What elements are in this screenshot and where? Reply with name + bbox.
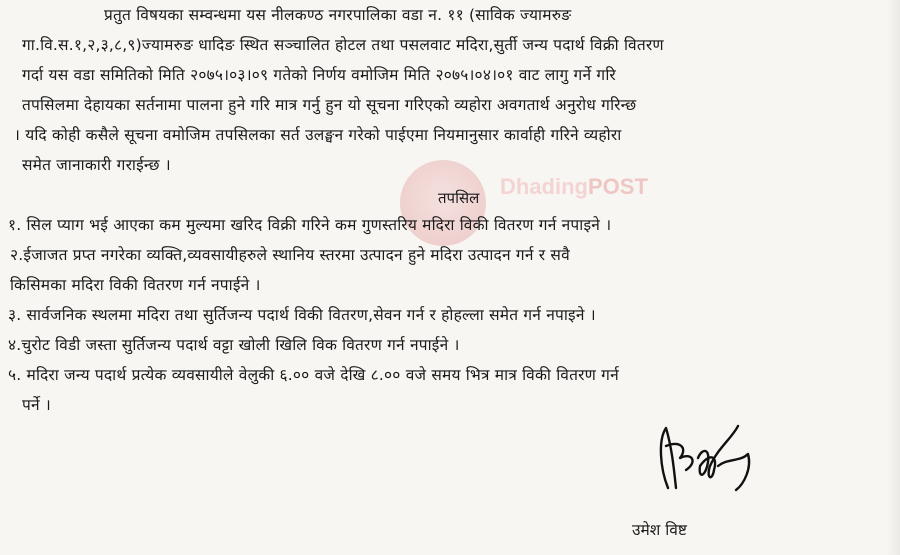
section-heading: तपसिल xyxy=(438,189,480,207)
item-line-3: किसिमका मदिरा विकी वितरण गर्न नपाईने । xyxy=(10,276,261,294)
signature-icon xyxy=(648,418,768,498)
intro-line-6: समेत जानाकारी गराईन्छ । xyxy=(22,156,171,174)
intro-line-2: गा.वि.स.१,२,३,८,९)ज्यामरुङ धादिङ स्थित सञ्चालित होटल तथा पसलवाट मदिरा,सुर्ती जन्य पदार्थ विक्री वितरण xyxy=(22,36,664,54)
item-line-2: २.ईजाजत प्रप्त नगरेका व्यक्ति,व्यवसायीहरुले स्थानिय स्तरमा उत्पादन हुने मदिरा उत्पादन गर्न र सवै xyxy=(10,246,570,264)
intro-line-5: । यदि कोही कसैले सूचना वमोजिम तपसिलका सर्त उलङ्घन गरेको पाईएमा नियमानुसार कार्वाही गरिने व्यहोरा xyxy=(14,126,622,144)
intro-line-3: गर्दा यस वडा समितिको मिति २०७५।०३।०९ गतेको निर्णय वमोजिम मिति २०७५।०४।०१ वाट लागु गर्ने गरि xyxy=(22,66,616,84)
watermark-text: DhadingPOST xyxy=(500,174,648,199)
intro-line-4: तपसिलमा देहायका सर्तनामा पालना हुने गरि मात्र गर्नु हुन यो सूचना गरिएको व्यहोरा अवगतार्थ अनुरोध गरिन्छ xyxy=(22,96,637,114)
item-line-1: १. सिल प्याग भई आएका कम मुल्यमा खरिद विक्री गरिने कम गुणस्तरिय मदिरा विकी वितरण गर्न नपाइने । xyxy=(8,216,612,234)
scan-edge-shadow xyxy=(886,0,900,555)
item-line-4: ३. सार्वजनिक स्थलमा मदिरा तथा सुर्तिजन्य पदार्थ विकी वितरण,सेवन गर्न र होहल्ला समेत गर्न नपाइने । xyxy=(8,306,596,324)
intro-line-1: प्रतुत विषयका सम्वन्धमा यस नीलकण्ठ नगरपालिका वडा न. ११ (साविक ज्यामरुङ xyxy=(104,6,572,24)
signer-name: उमेश विष्ट xyxy=(632,521,687,539)
item-line-6: ५. मदिरा जन्य पदार्थ प्रत्येक व्यवसायीले वेलुकी ६.०० वजे देखि ८.०० वजे समय भित्र मात्र विकी वितरण गर्न xyxy=(8,366,619,384)
item-line-7: पर्ने । xyxy=(22,396,52,414)
item-line-5: ४.चुरोट विडी जस्ता सुर्तिजन्य पदार्थ वट्टा खोली खिलि विक वितरण गर्न नपाईने । xyxy=(8,336,460,354)
